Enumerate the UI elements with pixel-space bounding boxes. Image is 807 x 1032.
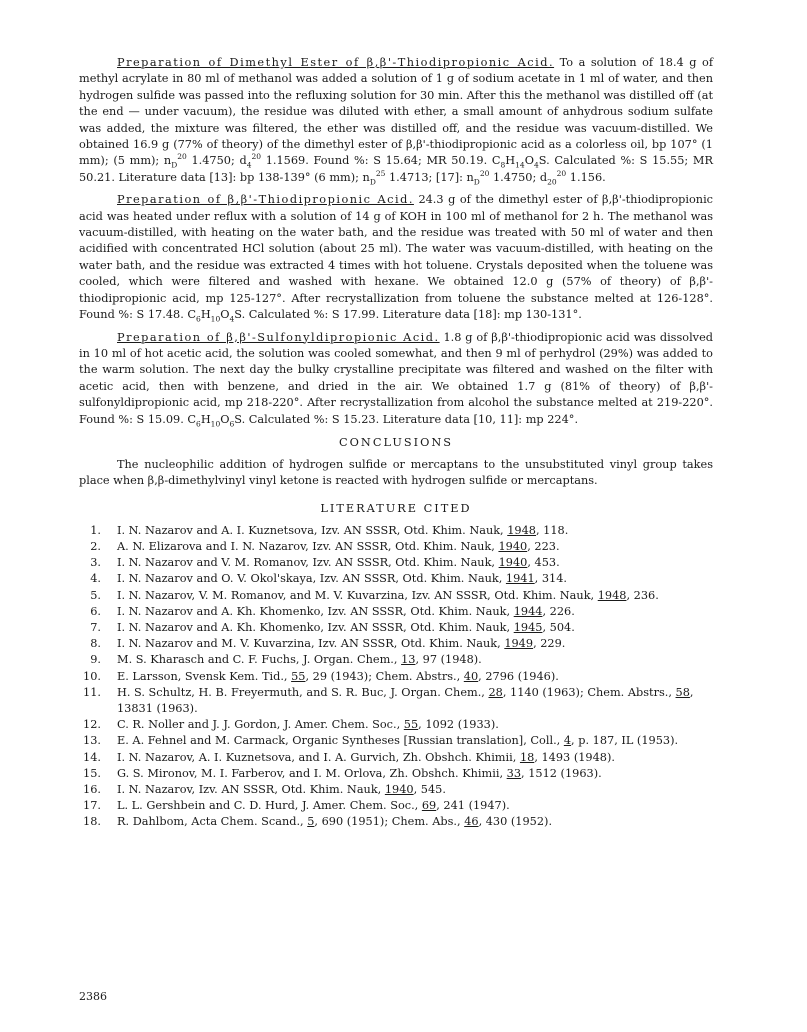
subscript: 20 [547, 177, 557, 187]
reference-item [79, 814, 713, 830]
subscript: 10 [210, 314, 221, 324]
superscript: 20 [479, 169, 490, 179]
reference-volume: 1940 [498, 539, 528, 553]
reference-text: H. S. Schultz, H. B. Freyermuth, and S. R. Buc, J. Organ. Chem., [117, 685, 489, 699]
superscript: 20 [556, 169, 567, 179]
reference-volume: 5 [307, 815, 315, 829]
reference-text: A. N. Elizarova and I. N. Nazarov, Izv. AN SSSR, Otd. Khim. Nauk, [117, 539, 499, 553]
reference-number: 9. [90, 653, 101, 667]
reference-item [79, 685, 713, 717]
body-text: H [505, 154, 516, 168]
body-text: 1.1569. Found %: S 15.64; MR 50.19. C [261, 154, 501, 168]
reference-text: , 223. [527, 539, 560, 553]
page-content [79, 55, 713, 831]
body-text: S. Calculated %: S 15.55; MR 50.21. Literature data [13]: bp 138-139° (6 mm); n [79, 154, 713, 184]
body-text: To a solution of 18.4 g of methyl acrylate in 80 ml of methanol was added a solution of 1 g of sodium acetate in 1 ml of water, and then hydrogen sulfide was passed into the refluxing solution for 30 min. After this the methanol was distilled off (at the end — under vacuum), the residue was diluted with ether, a small amount of anhydrous sodium sulfate was added, the mixture was filtered, the ether was distilled off, and the residue was vacuum-distilled. We obtained 16.9 g (77% of theory) of the dimethyl ester of β,β'-thiodipropionic acid as a colorless oil, bp 107° (1 mm); (5 mm); n [79, 56, 714, 168]
reference-volume: 18 [519, 750, 535, 764]
superscript: 20 [251, 152, 262, 162]
reference-text: I. N. Nazarov, Izv. AN SSSR, Otd. Khim. Nauk, [117, 783, 385, 796]
body-text: H [200, 412, 211, 426]
reference-item [79, 652, 713, 668]
reference-text: , 13831 (1963). [117, 685, 694, 715]
body-text: O [220, 308, 230, 322]
reference-item [79, 588, 713, 604]
reference-volume: 13 [401, 653, 416, 667]
reference-text: M. S. Kharasch and C. F. Fuchs, J. Organ. Chem., [117, 653, 402, 667]
reference-volume: 55 [403, 718, 419, 732]
reference-item [79, 717, 713, 733]
reference-number: 1. [90, 523, 101, 537]
reference-text: I. N. Nazarov and M. V. Kuvarzina, Izv. AN SSSR, Otd. Khim. Nauk, [117, 637, 505, 651]
reference-item [79, 782, 713, 798]
reference-item [79, 523, 713, 539]
reference-item [79, 750, 713, 766]
reference-text: I. N. Nazarov, V. M. Romanov, and M. V. Kuvarzina, Izv. AN SSSR, Otd. Khim. Nauk, [117, 588, 598, 602]
superscript: 20 [177, 152, 187, 162]
subscript: 6 [196, 314, 201, 324]
reference-text: , 453. [527, 556, 560, 570]
reference-number: 14. [83, 750, 101, 764]
reference-text: , 1493 (1948). [534, 750, 615, 764]
section-title-sulfonyl: Preparation of β,β'-Sulfonyldipropionic Acid. [117, 330, 440, 344]
reference-text: , 1092 (1933). [418, 718, 499, 732]
subscript: 14 [515, 160, 525, 170]
reference-text: L. L. Gershbein and C. D. Hurd, J. Amer. Chem. Soc., [117, 799, 422, 813]
reference-text: , 430 (1952). [478, 815, 553, 829]
body-text: S. Calculated %: S 15.23. Literature data [10, 11]: mp 224°. [234, 412, 579, 426]
reference-volume: 4 [563, 734, 572, 748]
body-text: O [220, 412, 230, 426]
reference-text: R. Dahlbom, Acta Chem. Scand., [117, 815, 308, 829]
reference-item [79, 798, 713, 814]
reference-item [79, 636, 713, 652]
reference-item [79, 539, 713, 555]
reference-text: , 29 (1943); Chem. Abstrs., [305, 669, 464, 683]
reference-volume: 33 [506, 766, 522, 780]
reference-volume: 1940 [384, 783, 414, 796]
reference-text: , 1512 (1963). [521, 766, 602, 780]
superscript: 25 [375, 169, 386, 179]
reference-item [79, 766, 713, 782]
reference-item [79, 555, 713, 571]
reference-item [79, 604, 713, 620]
reference-volume: 1948 [507, 523, 536, 537]
section-title-dimethyl-ester: Preparation of Dimethyl Ester of β,β'-Thiodipropionic Acid. [117, 56, 555, 69]
section-title-thiodipropionic: Preparation of β,β'-Thiodipropionic Acid. [117, 193, 414, 207]
subscript: 10 [210, 418, 221, 428]
subscript: 4 [246, 160, 252, 170]
body-text: 1.4750; d [186, 154, 247, 168]
subscript: 6 [196, 418, 201, 428]
reference-text: I. N. Nazarov and A. I. Kuznetsova, Izv. AN SSSR, Otd. Khim. Nauk, [117, 523, 508, 537]
subscript: 8 [500, 160, 506, 170]
sulfonyl-paragraph [79, 330, 713, 428]
reference-list [79, 523, 713, 831]
body-text: O [524, 154, 534, 168]
reference-item [79, 669, 713, 685]
reference-item [79, 733, 713, 749]
reference-text: , 97 (1948). [415, 653, 482, 667]
subscript: D [473, 177, 480, 187]
reference-volume: 28 [488, 685, 503, 699]
reference-number: 4. [90, 572, 101, 586]
subscript: 4 [533, 160, 539, 170]
reference-number: 16. [83, 783, 101, 796]
reference-text: , 314. [534, 572, 567, 586]
reference-text: I. N. Nazarov and V. M. Romanov, Izv. AN SSSR, Otd. Khim. Nauk, [117, 556, 499, 570]
reference-text: , 241 (1947). [436, 799, 510, 813]
reference-volume: 46 [464, 815, 479, 829]
reference-text: , 118. [536, 523, 569, 537]
reference-item [79, 571, 713, 587]
reference-text: , 690 (1951); Chem. Abs., [314, 815, 465, 829]
reference-number: 2. [90, 539, 101, 553]
reference-text: , 236. [626, 588, 659, 602]
reference-text: C. R. Noller and J. J. Gordon, J. Amer. Chem. Soc., [117, 718, 404, 732]
subscript: 6 [229, 418, 235, 428]
reference-number: 18. [83, 815, 101, 829]
reference-volume: 1940 [498, 556, 528, 570]
reference-item [79, 620, 713, 636]
conclusions-heading: CONCLUSIONS [339, 435, 453, 449]
dimethyl-ester-paragraph [79, 55, 713, 186]
subscript: D [171, 160, 178, 170]
reference-number: 3. [90, 556, 101, 570]
body-text: 1.156. [566, 170, 606, 184]
reference-volume: 1949 [504, 637, 534, 651]
reference-text: , 1140 (1963); Chem. Abstrs., [502, 685, 676, 699]
reference-text: , 226. [542, 604, 575, 618]
thiodipropionic-paragraph [79, 192, 713, 323]
body-text: 24.3 g of the dimethyl ester of β,β'-thiodipropionic acid was heated under reflux with a solution of 14 g of KOH in 100 ml of methanol for 2 h. The methanol was vacuum-distilled, with heating on the water bath, and the residue was treated with 50 ml of water and then acidified with concentrated HCl solution (about 25 ml). The water was vacuum-distilled, with heating on the water bath, and the residue was extracted 4 times with hot toluene. Crystals deposited when the toluene was cooled, which were filtered and washed with hexane. We obtained 12.0 g (57% of theory) of β,β'-thiodipropionic acid, mp 125-127°. After recrystallization from toluene the substance melted at 126-128°. Found %: S 17.48. C [79, 193, 714, 322]
reference-number: 17. [83, 799, 101, 813]
reference-number: 10. [83, 669, 101, 683]
page-number: 2386 [79, 990, 107, 1003]
reference-volume: 58 [675, 685, 690, 699]
reference-text: , 545. [413, 783, 446, 796]
body-text: 1.8 g of β,β'-thiodipropionic acid was dissolved in 10 ml of hot acetic acid, the solution was cooled somewhat, and then 9 ml of perhydrol (29%) was added to the warm solution. The next day the bulky crystalline precipitate was filtered and washed on the filter with acetic acid, then with benzene, and dried in the air. We obtained 1.7 g (81% of theory) of β,β'-sulfonyldipropionic acid, mp 218-220°. After recrystallization from alcohol the substance melted at 219-220°. Found %: S 15.09. C [79, 330, 713, 426]
literature-heading: LITERATURE CITED [320, 501, 472, 515]
body-text: 1.4713; [17]: n [385, 170, 474, 184]
reference-text: E. Larsson, Svensk Kem. Tid., [117, 669, 292, 683]
reference-volume: 1945 [513, 620, 543, 634]
reference-text: , p. 187, IL (1953). [571, 734, 679, 748]
reference-number: 8. [90, 637, 101, 651]
reference-volume: 55 [291, 669, 306, 683]
reference-text: I. N. Nazarov and O. V. Okol'skaya, Izv. AN SSSR, Otd. Khim. Nauk, [117, 572, 506, 586]
reference-number: 11. [83, 685, 101, 699]
body-text: 1.4750; d [489, 170, 548, 184]
reference-text: , 2796 (1946). [478, 669, 559, 683]
reference-number: 13. [83, 734, 101, 748]
reference-number: 7. [90, 620, 101, 634]
body-text: S. Calculated %: S 17.99. Literature data [18]: mp 130-131°. [234, 308, 582, 322]
reference-number: 5. [90, 588, 101, 602]
reference-volume: 69 [421, 799, 437, 813]
reference-volume: 40 [463, 669, 479, 683]
reference-text: I. N. Nazarov and A. Kh. Khomenko, Izv. AN SSSR, Otd. Khim. Nauk, [117, 604, 514, 618]
reference-text: I. N. Nazarov and A. Kh. Khomenko, Izv. AN SSSR, Otd. Khim. Nauk, [117, 620, 514, 634]
reference-text: , 229. [533, 637, 566, 651]
reference-number: 12. [83, 718, 101, 732]
body-text: H [200, 308, 211, 322]
reference-text: E. A. Fehnel and M. Carmack, Organic Syntheses [Russian translation], Coll., [117, 734, 564, 748]
reference-number: 15. [83, 766, 101, 780]
conclusions-paragraph: The nucleophilic addition of hydrogen sulfide or mercaptans to the unsubstituted vinyl group takes place when β,β-dimethylvinyl vinyl ketone is reacted with hydrogen sulfide or mercaptans. [79, 457, 713, 488]
subscript: D [369, 177, 376, 187]
reference-text: I. N. Nazarov, A. I. Kuznetsova, and I. A. Gurvich, Zh. Obshch. Khimii, [117, 750, 520, 764]
reference-volume: 1948 [597, 588, 627, 602]
reference-text: G. S. Mironov, M. I. Farberov, and I. M. Orlova, Zh. Obshch. Khimii, [117, 766, 507, 780]
reference-volume: 1941 [505, 572, 535, 586]
reference-volume: 1944 [513, 604, 543, 618]
reference-number: 6. [90, 604, 101, 618]
reference-text: , 504. [542, 620, 575, 634]
subscript: 4 [229, 314, 235, 324]
